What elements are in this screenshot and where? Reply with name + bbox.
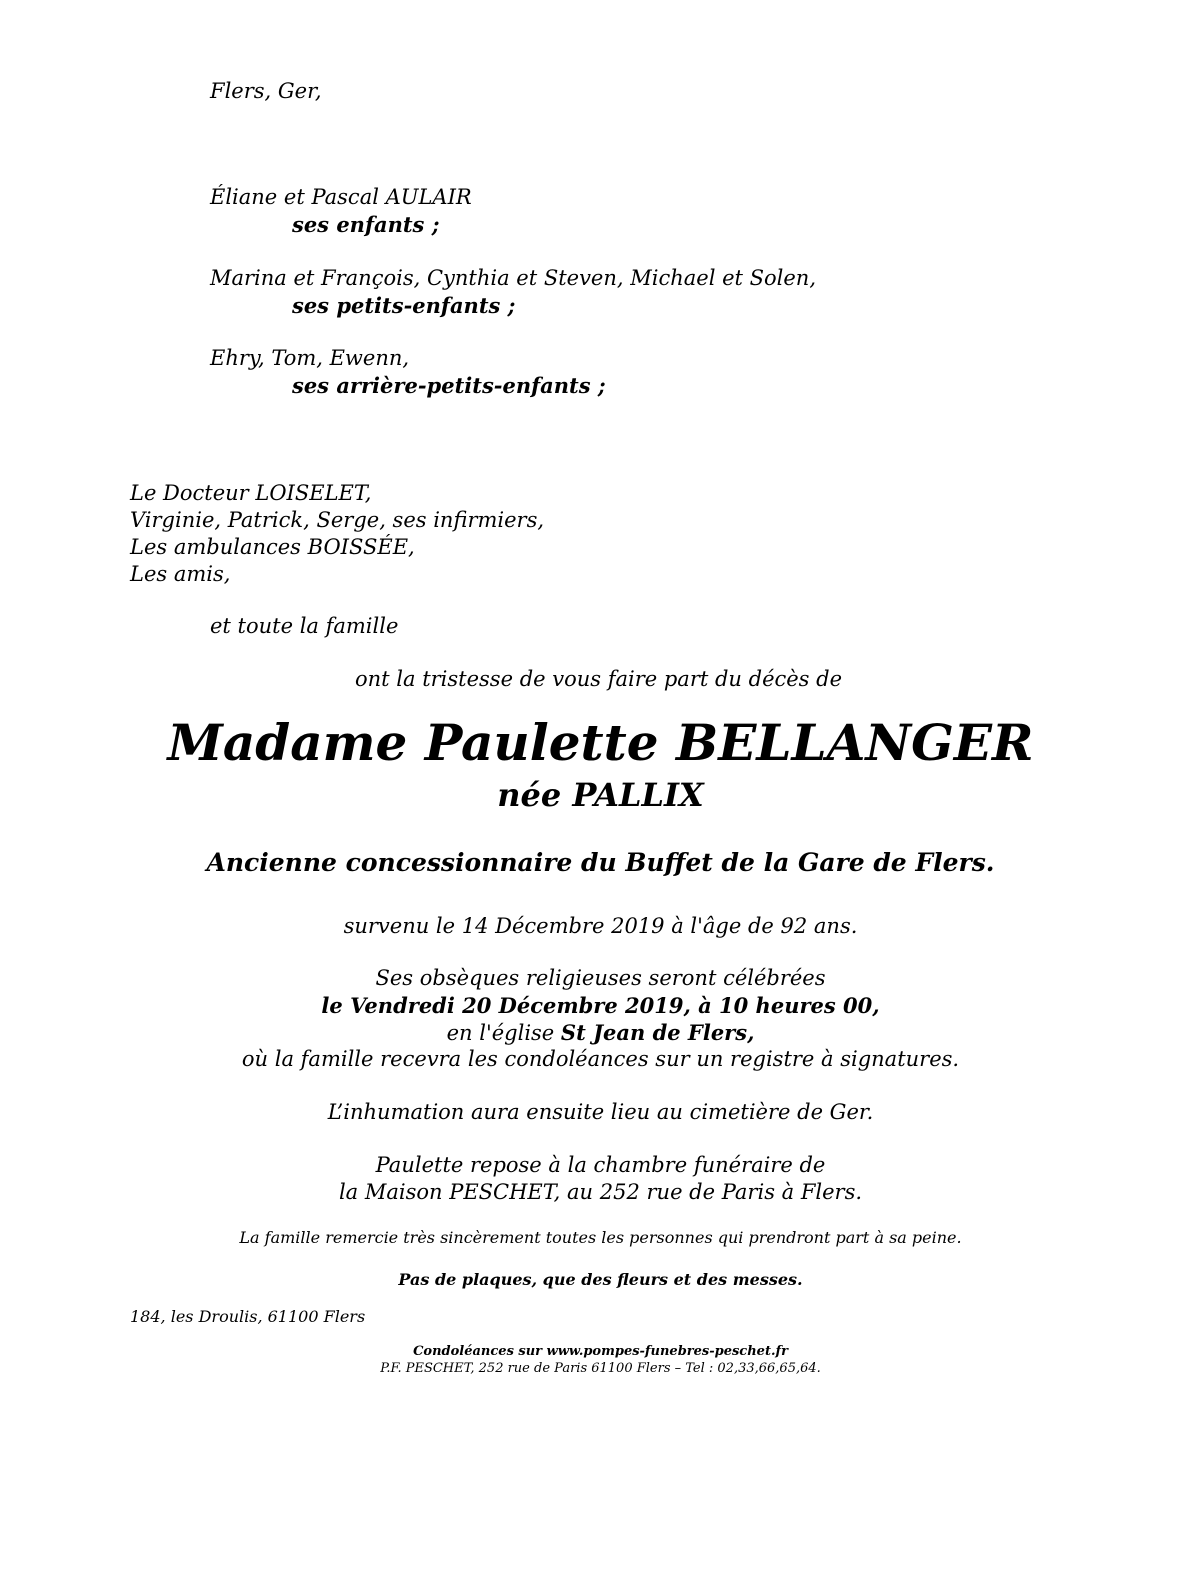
church-prefix: en l'église (446, 1021, 555, 1045)
announcement-line: ont la tristesse de vous faire part du décès de (355, 667, 843, 691)
no-plaques-line: Pas de plaques, que des fleurs et des messes. (398, 1270, 803, 1289)
deceased-name: Madame Paulette BELLANGER (167, 713, 1034, 772)
other-mourner-line: Le Docteur LOISELET, (130, 481, 372, 505)
other-mourner-line: Virginie, Patrick, Serge, ses infirmiers, (130, 508, 545, 532)
other-mourner-line: Les amis, (130, 562, 231, 586)
great-grandchildren-names: Ehry, Tom, Ewenn, (210, 346, 410, 370)
whole-family-line: et toute la famille (210, 614, 399, 638)
maiden-name: née PALLIX (497, 776, 704, 814)
burial-line: L’inhumation aura ensuite lieu au cimetière de Ger. (327, 1100, 874, 1124)
footer-contact: P.F. PESCHET, 252 rue de Paris 61100 Flers – Tel : 02,33,66,65,64. (380, 1361, 821, 1376)
children-relation: ses enfants ; (292, 212, 440, 237)
funeral-date-line: le Vendredi 20 Décembre 2019, à 10 heures 00, (321, 993, 880, 1018)
grandchildren-names: Marina et François, Cynthia et Steven, Michael et Solen, (210, 266, 816, 290)
rest-line-2: la Maison PESCHET, au 252 rue de Paris à Flers. (338, 1180, 863, 1204)
death-info-line: survenu le 14 Décembre 2019 à l'âge de 92 ans. (343, 914, 858, 938)
church-name: St Jean de Flers, (560, 1020, 755, 1045)
grandchildren-relation: ses petits-enfants ; (292, 293, 516, 318)
condolences-register-line: où la famille recevra les condoléances sur un registre à signatures. (241, 1047, 960, 1071)
children-names: Éliane et Pascal AULAIR (210, 185, 472, 209)
funeral-intro-line: Ses obsèques religieuses seront célébrées (375, 966, 826, 990)
funeral-church-line (0, 1019, 1201, 1047)
footer-condolences: Condoléances sur www.pompes-funebres-peschet.fr (413, 1344, 788, 1359)
thanks-line: La famille remercie très sincèrement toutes les personnes qui prendront part à sa peine. (239, 1228, 962, 1247)
place-line: Flers, Ger, (210, 79, 322, 103)
other-mourner-line: Les ambulances BOISSÉE, (130, 535, 415, 559)
great-grandchildren-relation: ses arrière-petits-enfants ; (292, 373, 606, 398)
family-address: 184, les Droulis, 61100 Flers (130, 1307, 366, 1326)
rest-line-1: Paulette repose à la chambre funéraire de (375, 1153, 826, 1177)
profession-line: Ancienne concessionnaire du Buffet de la Gare de Flers. (206, 848, 995, 877)
